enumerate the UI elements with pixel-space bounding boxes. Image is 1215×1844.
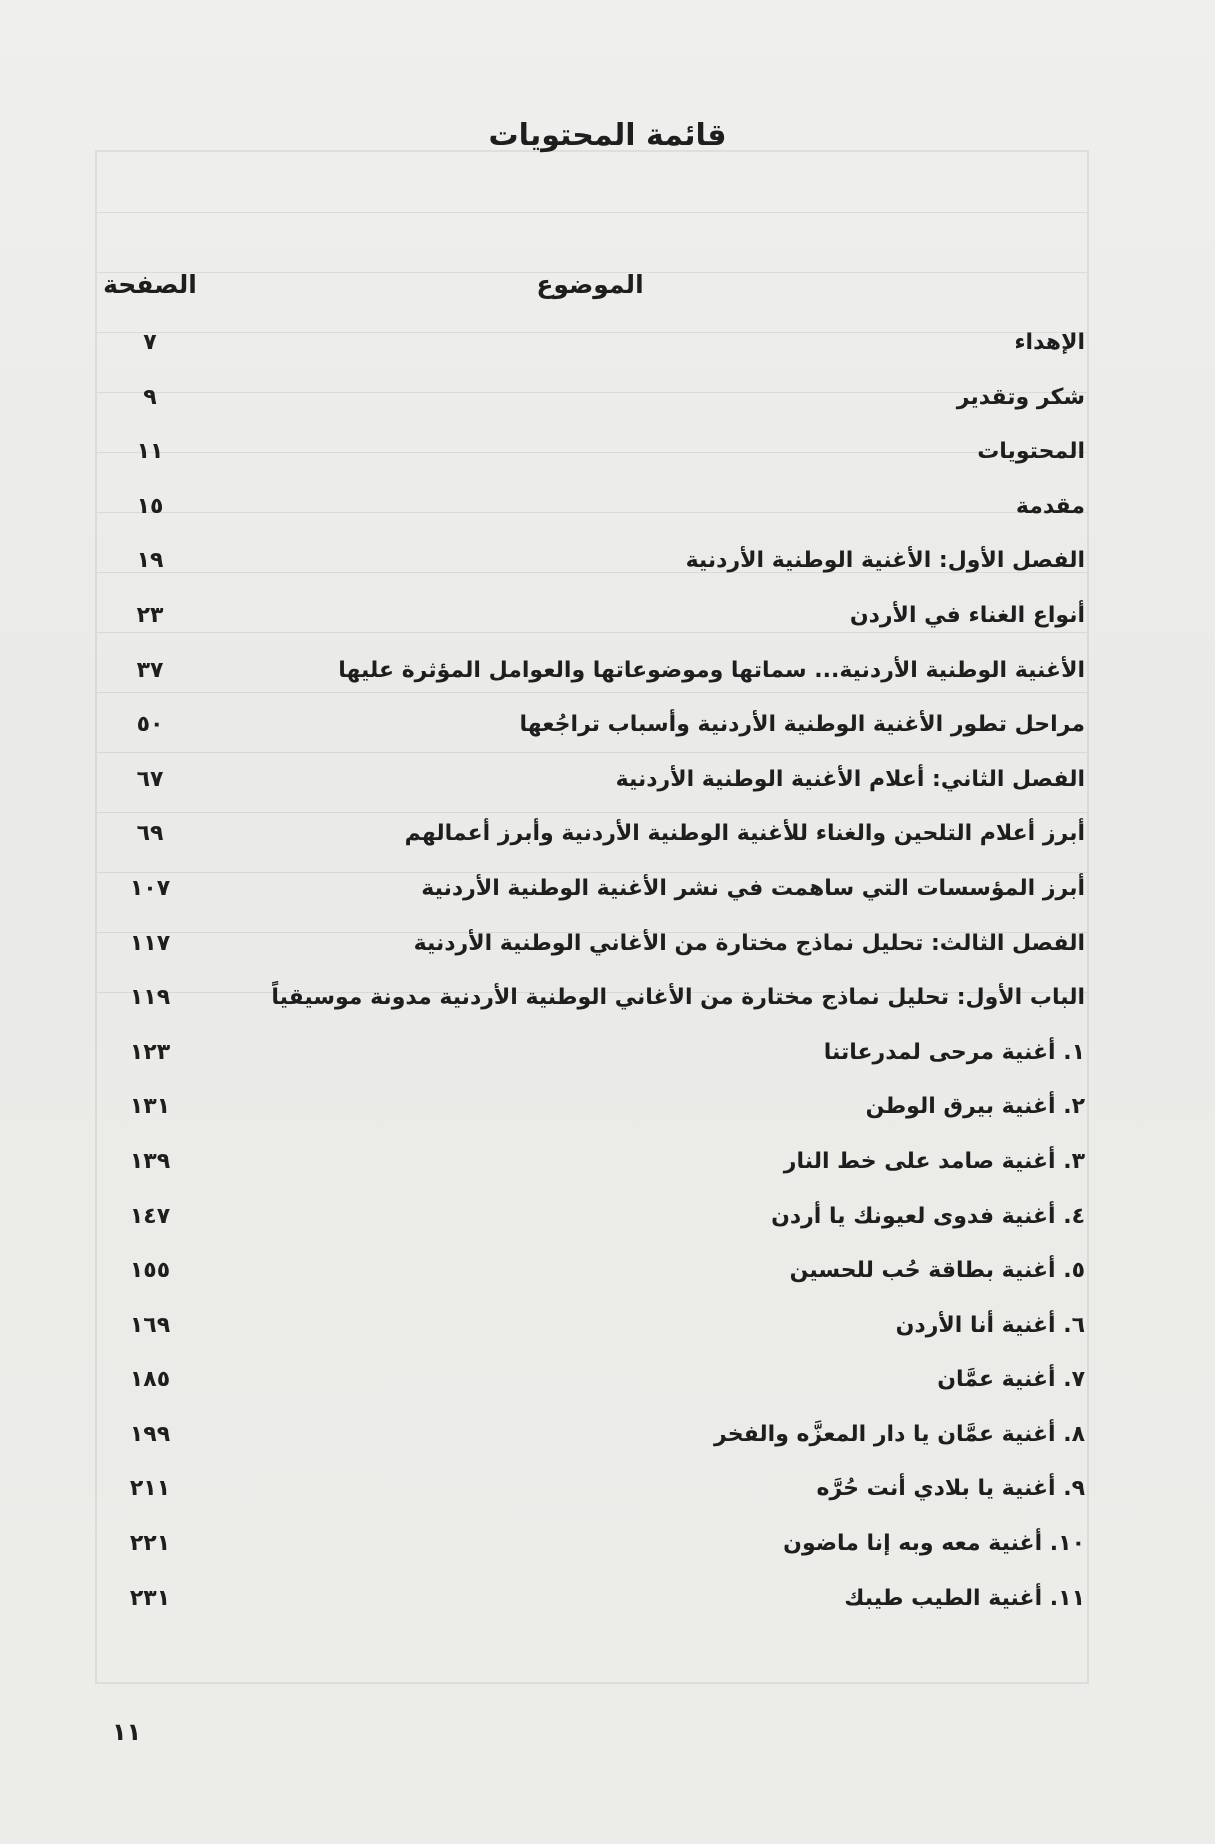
toc-entry-page: ٢٣١ <box>129 1585 171 1611</box>
toc-entry-page: ٩ <box>143 384 157 410</box>
toc-entry-title: ١٠. أغنية معه وبه إنا ماضون <box>783 1531 1085 1557</box>
toc-entry <box>95 379 1085 434</box>
toc-entry <box>95 706 1085 761</box>
toc-entry-title: ١. أغنية مرحى لمدرعاتنا <box>823 1039 1085 1065</box>
toc-entry-page: ٦٧ <box>136 766 164 792</box>
toc-entry-page: ١٣١ <box>129 1094 171 1120</box>
toc-entry <box>95 1034 1085 1089</box>
toc-entry-page: ١٩٩ <box>129 1421 171 1447</box>
toc-entry-page: ١٣٩ <box>129 1148 171 1174</box>
toc-entry-title: مقدمة <box>1015 493 1085 519</box>
toc-entry <box>95 1580 1085 1635</box>
toc-entry <box>95 1470 1085 1525</box>
toc-entry <box>95 925 1085 980</box>
toc-entry-title: الباب الأول: تحليل نماذج مختارة من الأغاني الوطنية الأردنية مدونة موسيقياً <box>271 985 1085 1011</box>
page-header: الصفحة <box>103 270 197 299</box>
toc-entry <box>95 652 1085 707</box>
toc-entry <box>95 1307 1085 1362</box>
topic-header: الموضوع <box>536 270 644 299</box>
page-number: ١١ <box>112 1718 142 1746</box>
toc-entry <box>95 815 1085 870</box>
column-headers <box>95 270 1085 310</box>
toc-entry-title: أبرز المؤسسات التي ساهمت في نشر الأغنية الوطنية الأردنية <box>421 875 1085 901</box>
page-title: قائمة المحتويات <box>488 118 727 153</box>
toc-entry-title: ١١. أغنية الطيب طيبك <box>844 1585 1085 1611</box>
toc-entry-page: ١١٧ <box>129 930 171 956</box>
toc-entry-title: ٤. أغنية فدوى لعيونك يا أردن <box>771 1203 1085 1229</box>
toc-entry-title: أبرز أعلام التلحين والغناء للأغنية الوطنية الأردنية وأبرز أعمالهم <box>404 821 1085 847</box>
toc-entry <box>95 542 1085 597</box>
toc-list <box>95 324 1085 1634</box>
toc-entry <box>95 433 1085 488</box>
toc-entry-title: ٨. أغنية عمَّان يا دار المعزَّه والفخر <box>714 1421 1085 1447</box>
toc-entry-page: ١١٩ <box>129 985 171 1011</box>
toc-entry-page: ١٩ <box>136 548 164 574</box>
toc-entry-title: الفصل الأول: الأغنية الوطنية الأردنية <box>685 548 1085 574</box>
toc-entry-title: ٢. أغنية بيرق الوطن <box>865 1094 1085 1120</box>
toc-entry-page: ١١ <box>136 439 164 465</box>
toc-entry <box>95 324 1085 379</box>
toc-entry <box>95 870 1085 925</box>
toc-entry <box>95 979 1085 1034</box>
toc-entry <box>95 488 1085 543</box>
toc-entry-title: ٧. أغنية عمَّان <box>937 1367 1085 1393</box>
toc-entry-page: ٦٩ <box>136 821 164 847</box>
toc-entry-title: شكر وتقدير <box>956 384 1085 410</box>
toc-entry-page: ٢٣ <box>136 602 164 628</box>
toc-entry <box>95 1361 1085 1416</box>
toc-entry-page: ١٢٣ <box>129 1039 171 1065</box>
toc-entry <box>95 597 1085 652</box>
toc-entry-page: ١٥٥ <box>129 1258 171 1284</box>
toc-entry <box>95 1198 1085 1253</box>
toc-entry-title: مراحل تطور الأغنية الوطنية الأردنية وأسباب تراجُعها <box>519 712 1085 738</box>
toc-entry <box>95 1252 1085 1307</box>
toc-entry-title: الفصل الثالث: تحليل نماذج مختارة من الأغاني الوطنية الأردنية <box>413 930 1085 956</box>
toc-entry-title: المحتويات <box>977 439 1085 465</box>
toc-entry-page: ٢٢١ <box>129 1531 171 1557</box>
toc-entry-title: الأغنية الوطنية الأردنية... سماتها وموضوعاتها والعوامل المؤثرة عليها <box>338 657 1085 683</box>
toc-entry-page: ١٥ <box>136 493 164 519</box>
toc-entry-page: ١٨٥ <box>129 1367 171 1393</box>
toc-entry-title: الإهداء <box>1014 330 1085 355</box>
toc-entry <box>95 1416 1085 1471</box>
toc-entry-title: ٩. أغنية يا بلادي أنت حُرَّه <box>816 1476 1085 1502</box>
toc-entry-page: ١٤٧ <box>129 1203 171 1229</box>
toc-entry-page: ٣٧ <box>136 657 164 683</box>
toc-entry-page: ٢١١ <box>129 1476 171 1502</box>
toc-entry-page: ١٠٧ <box>129 875 171 901</box>
toc-entry-title: ٥. أغنية بطاقة حُب للحسين <box>789 1258 1085 1284</box>
toc-entry-title: ٣. أغنية صامد على خط النار <box>783 1148 1085 1174</box>
toc-entry <box>95 1088 1085 1143</box>
toc-entry-title: أنواع الغناء في الأردن <box>849 602 1085 628</box>
toc-entry-page: ٥٠ <box>136 712 164 738</box>
toc-entry <box>95 761 1085 816</box>
toc-entry-title: ٦. أغنية أنا الأردن <box>895 1312 1085 1338</box>
toc-entry <box>95 1143 1085 1198</box>
toc-entry-page: ٧ <box>143 330 157 355</box>
toc-entry-page: ١٦٩ <box>129 1312 171 1338</box>
toc-entry <box>95 1525 1085 1580</box>
toc-entry-title: الفصل الثاني: أعلام الأغنية الوطنية الأردنية <box>615 766 1085 792</box>
